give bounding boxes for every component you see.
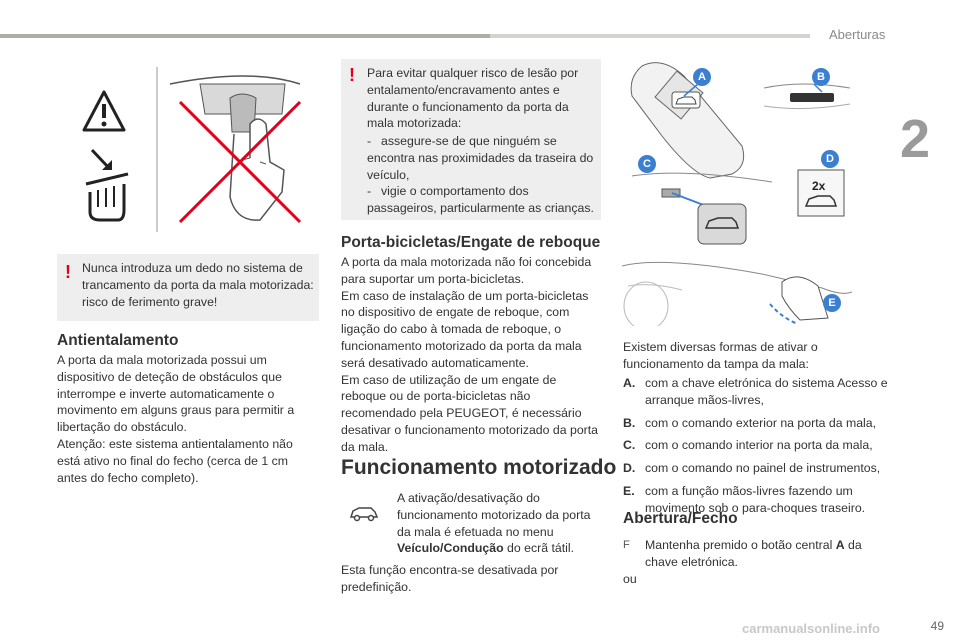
chapter-number: 2 <box>900 109 931 169</box>
warning-entalamento-intro: Para evitar qualquer risco de lesão por entalamento/encravamento antes e durante o funcionamento da porta da mala motorizada: <box>367 66 579 131</box>
bumper-kick-illustration <box>622 262 852 326</box>
list-item: B. com o comando exterior na porta da mala, <box>623 415 877 430</box>
list-item: C. com o comando interior na porta da mala, <box>623 438 873 453</box>
list-item: A. com a chave eletrónica do sistema Acesso e arranque mãos-livres, <box>623 376 888 407</box>
warning-entalamento-item: - assegure-se de que ninguém se encontra nas proximidades da traseira do veículo, <box>367 134 594 182</box>
svg-text:2x: 2x <box>812 179 826 193</box>
latch-warning-figure <box>60 62 320 237</box>
exterior-handle-illustration <box>764 84 850 109</box>
callout-a: A <box>693 68 711 86</box>
callout-b: B <box>812 68 830 86</box>
abertura-or: ou <box>623 572 637 586</box>
antientalamento-title: Antientalamento <box>57 332 179 349</box>
porta-bicicletas-body: A porta da mala motorizada não foi concebida para suportar um porta-bicicletas. Em caso de instalação de um porta-bicicletas no dispositivo de engate de reboque, com ligação do cabo à tomada de reboque, o funcionamento motorizado da porta da mala será desativado automaticamente. Em caso de utilização de um engate de reboque ou de porta-bicicletas não recomendado pela PEUGEOT, é necessário desativar o funcionamento motorizado da porta da mala. <box>341 255 599 454</box>
tailgate-modes-intro: Existem diversas formas de ativar o funcionamento da tampa da mala: <box>623 340 818 371</box>
warning-entalamento-item: - vigie o comportamento dos passageiros, particularmente as crianças. <box>367 184 594 215</box>
antientalamento-body: A porta da mala motorizada possui um dispositivo de deteção de obstáculos que interrompe e inverte automaticamente o movimento em alguns graus para permitir a libertação do obstáculo. Atenção: este sistema antientalamento não está ativo no final do fecho (cerca de 1 cm antes do fecho completo). <box>57 353 295 485</box>
funcionamento-note: A ativação/desativação do funcionamento motorizado da porta da mala é efetuada no menu Veículo/Condução do ecrã tátil. <box>397 491 591 556</box>
tailgate-modes-list <box>623 375 893 517</box>
porta-bicicletas-title: Porta-bicicletas/Engate de reboque <box>341 234 601 251</box>
bullet-arrow-icon: F <box>623 539 630 551</box>
header-bar <box>0 34 490 38</box>
callout-d: D <box>821 150 839 168</box>
interior-button-illustration <box>632 173 772 244</box>
list-item: D. com o comando no painel de instrumentos, <box>623 461 881 476</box>
warning-finger-box <box>57 254 319 321</box>
page-number: 49 <box>930 619 944 633</box>
car-trunk-icon <box>349 503 379 523</box>
list-item: E. com a função mãos-livres fazendo um movimento sob o para-choques traseiro. <box>623 483 866 515</box>
warning-exclamation-icon: ! <box>65 262 71 282</box>
tailgate-controls-figure <box>622 56 852 326</box>
latch-illustration <box>170 76 300 220</box>
funcionamento-body: Esta função encontra-se desativada por predefinição. <box>341 563 559 594</box>
dashboard-button-illustration <box>798 170 844 216</box>
finger-pinch-icon <box>86 150 128 220</box>
abertura-instruction: F Mantenha premido o botão central A da chave eletrónica. <box>623 538 862 569</box>
callout-c: C <box>638 155 656 173</box>
warning-finger-text: Nunca introduza um dedo no sistema de trancamento da porta da mala motorizada: risco de ferimento grave! <box>82 261 314 309</box>
section-title: Aberturas <box>829 27 886 42</box>
funcionamento-title: Funcionamento motorizado <box>341 456 617 479</box>
warning-entalamento-box <box>341 59 601 220</box>
watermark: carmanualsonline.info <box>742 621 880 636</box>
warning-exclamation-icon: ! <box>349 65 355 85</box>
warning-triangle-icon <box>84 92 124 130</box>
abertura-title: Abertura/Fecho <box>623 510 738 527</box>
callout-e: E <box>823 294 841 312</box>
header-bar-light <box>490 34 810 38</box>
